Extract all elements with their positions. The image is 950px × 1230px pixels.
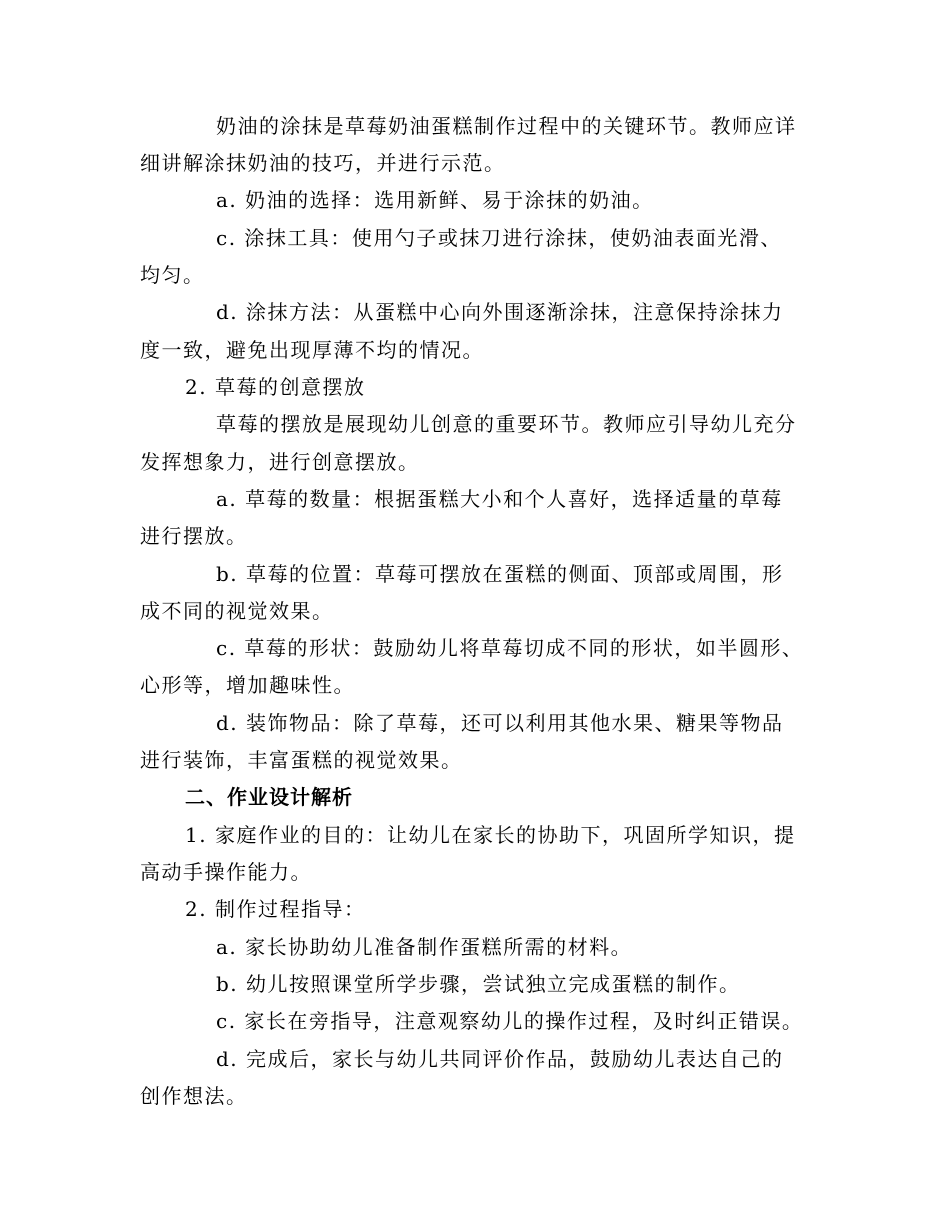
list-item-line: 高动手操作能力。: [140, 860, 312, 884]
paragraph-line: 细讲解涂抹奶油的技巧，并进行示范。: [140, 151, 506, 175]
list-item-line: 进行装饰，丰富蛋糕的视觉效果。: [140, 748, 463, 772]
paragraph-line: 草莓的摆放是展现幼儿创意的重要环节。教师应引导幼儿充分: [216, 412, 797, 436]
list-item-line: 心形等，增加趣味性。: [140, 673, 355, 697]
list-item-line: 成不同的视觉效果。: [140, 599, 334, 623]
list-item-line: a. 奶油的选择：选用新鲜、易于涂抹的奶油。: [216, 188, 654, 212]
list-item-line: d. 装饰物品：除了草莓，还可以利用其他水果、糖果等物品: [216, 711, 784, 735]
list-item-line: 创作想法。: [140, 1084, 248, 1108]
list-item-line: c. 家长在旁指导，注意观察幼儿的操作过程，及时纠正错误。: [216, 1009, 804, 1033]
list-item-line: d. 涂抹方法：从蛋糕中心向外围逐渐涂抹，注意保持涂抹力: [216, 300, 784, 324]
list-item-line: c. 草莓的形状：鼓励幼儿将草莓切成不同的形状，如半圆形、: [216, 636, 804, 660]
list-item-line: 度一致，避免出现厚薄不均的情况。: [140, 338, 484, 362]
list-item-line: d. 完成后，家长与幼儿共同评价作品，鼓励幼儿表达自己的: [216, 1047, 784, 1071]
paragraph-line: 发挥想象力，进行创意摆放。: [140, 450, 420, 474]
paragraph-line: 奶油的涂抹是草莓奶油蛋糕制作过程中的关键环节。教师应详: [216, 114, 797, 138]
list-item-line: 1. 家庭作业的目的：让幼儿在家长的协助下，巩固所学知识，提: [185, 823, 796, 847]
section-heading: 二、作业设计解析: [185, 785, 353, 809]
list-item-line: c. 涂抹工具：使用勺子或抹刀进行涂抹，使奶油表面光滑、: [216, 226, 782, 250]
list-item-line: a. 家长协助幼儿准备制作蛋糕所需的材料。: [216, 935, 633, 959]
list-item-line: b. 草莓的位置：草莓可摆放在蛋糕的侧面、顶部或周围，形: [216, 562, 784, 586]
list-item-line: 均匀。: [140, 263, 205, 287]
list-item-line: 进行摆放。: [140, 524, 248, 548]
list-item-line: 2. 制作过程指导：: [185, 897, 366, 921]
section-item-title: 2. 草莓的创意摆放: [185, 375, 366, 399]
list-item-line: b. 幼儿按照课堂所学步骤，尝试独立完成蛋糕的制作。: [216, 972, 741, 996]
list-item-line: a. 草莓的数量：根据蛋糕大小和个人喜好，选择适量的草莓: [216, 487, 783, 511]
